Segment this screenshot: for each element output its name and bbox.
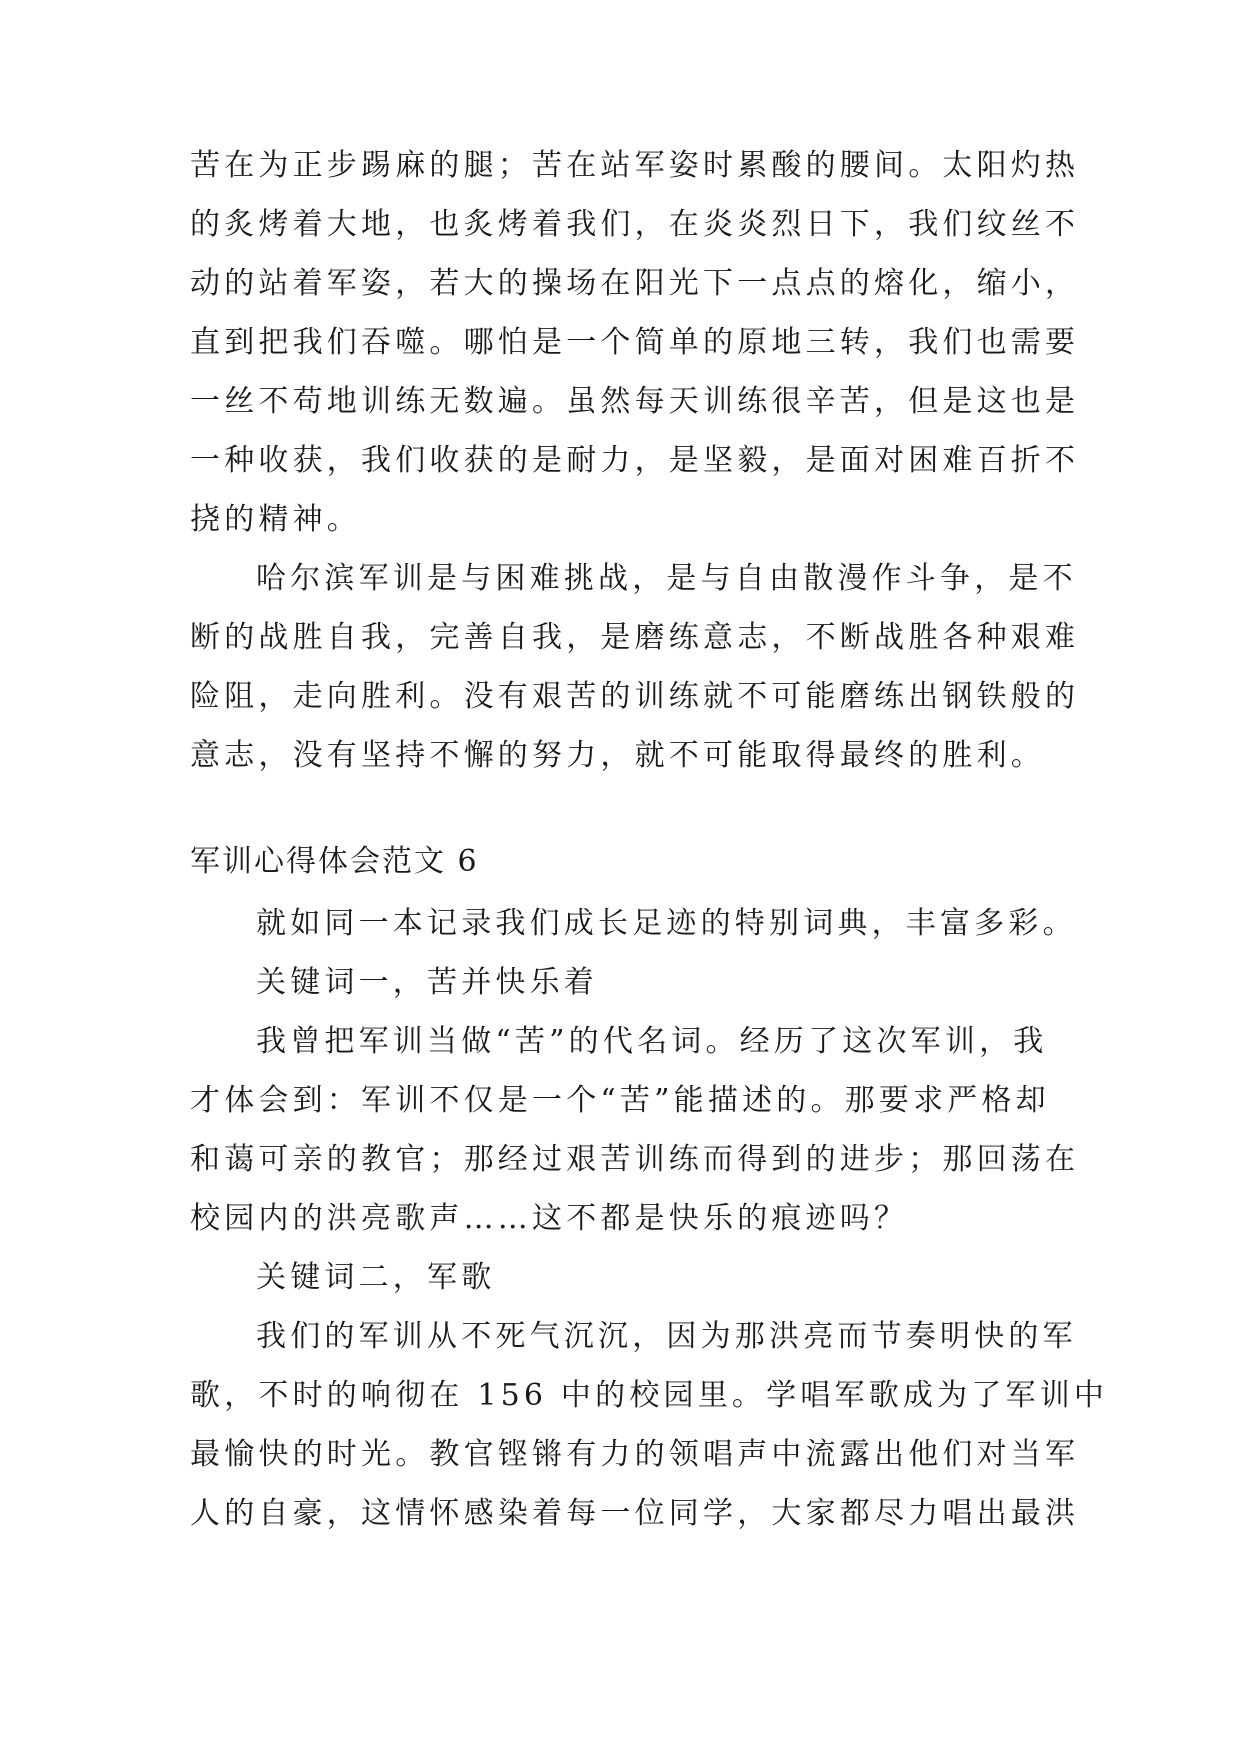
text-line: 我曾把军训当做“苦”的代名词。经历了这次军训，我 <box>256 1024 1048 1059</box>
paragraph-5 <box>190 1307 1109 1543</box>
paragraph-4 <box>190 1012 1080 1248</box>
paragraph-1 <box>190 136 1080 549</box>
text-line: 动的站着军姿，若大的操场在阳光下一点点的熔化，缩小， <box>190 266 1080 301</box>
text-line: 就如同一本记录我们成长足迹的特别词典，丰富多彩。 <box>256 906 1077 941</box>
text-line: 苦在为正步踢麻的腿；苦在站军姿时累酸的腰间。太阳灼热 <box>190 148 1080 183</box>
text-line: 歌，不时的响彻在 156 中的校园里。学唱军歌成为了军训中 <box>190 1378 1109 1413</box>
text-line: 险阻，走向胜利。没有艰苦的训练就不可能磨练出钢铁般的 <box>190 679 1080 714</box>
text-line: 才体会到：军训不仅是一个“苦”能描述的。那要求严格却 <box>190 1083 1050 1118</box>
paragraph-2 <box>190 549 1080 785</box>
paragraph-3 <box>190 894 1077 1012</box>
text-line: 断的战胜自我，完善自我，是磨练意志，不断战胜各种艰难 <box>190 620 1080 655</box>
text-line: 校园内的洪亮歌声……这不都是快乐的痕迹吗？ <box>190 1201 909 1236</box>
text-line: 直到把我们吞噬。哪怕是一个简单的原地三转，我们也需要 <box>190 325 1080 360</box>
text-line: 挠的精神。 <box>190 502 361 537</box>
text-line: 一丝不苟地训练无数遍。虽然每天训练很辛苦，但是这也是 <box>190 384 1080 419</box>
text-line: 最愉快的时光。教官铿锵有力的领唱声中流露出他们对当军 <box>190 1437 1080 1472</box>
text-line: 的炙烤着大地，也炙烤着我们，在炎炎烈日下，我们纹丝不 <box>190 207 1080 242</box>
section-heading-block <box>190 832 1070 891</box>
keyword-2-block <box>190 1248 1070 1307</box>
keyword-heading-2: 关键词二，军歌 <box>256 1260 496 1295</box>
text-line: 意志，没有坚持不懈的努力，就不可能取得最终的胜利。 <box>190 738 1045 773</box>
text-line: 人的自豪，这情怀感染着每一位同学，大家都尽力唱出最洪 <box>190 1496 1080 1531</box>
text-line: 和蔼可亲的教官；那经过艰苦训练而得到的进步；那回荡在 <box>190 1142 1080 1177</box>
text-line: 哈尔滨军训是与困难挑战，是与自由散漫作斗争，是不 <box>256 561 1077 596</box>
keyword-heading-1: 关键词一，苦并快乐着 <box>256 965 598 1000</box>
text-line: 一种收获，我们收获的是耐力，是坚毅，是面对困难百折不 <box>190 443 1080 478</box>
section-heading: 军训心得体会范文 6 <box>190 844 479 879</box>
text-line: 我们的军训从不死气沉沉，因为那洪亮而节奏明快的军 <box>256 1319 1077 1354</box>
